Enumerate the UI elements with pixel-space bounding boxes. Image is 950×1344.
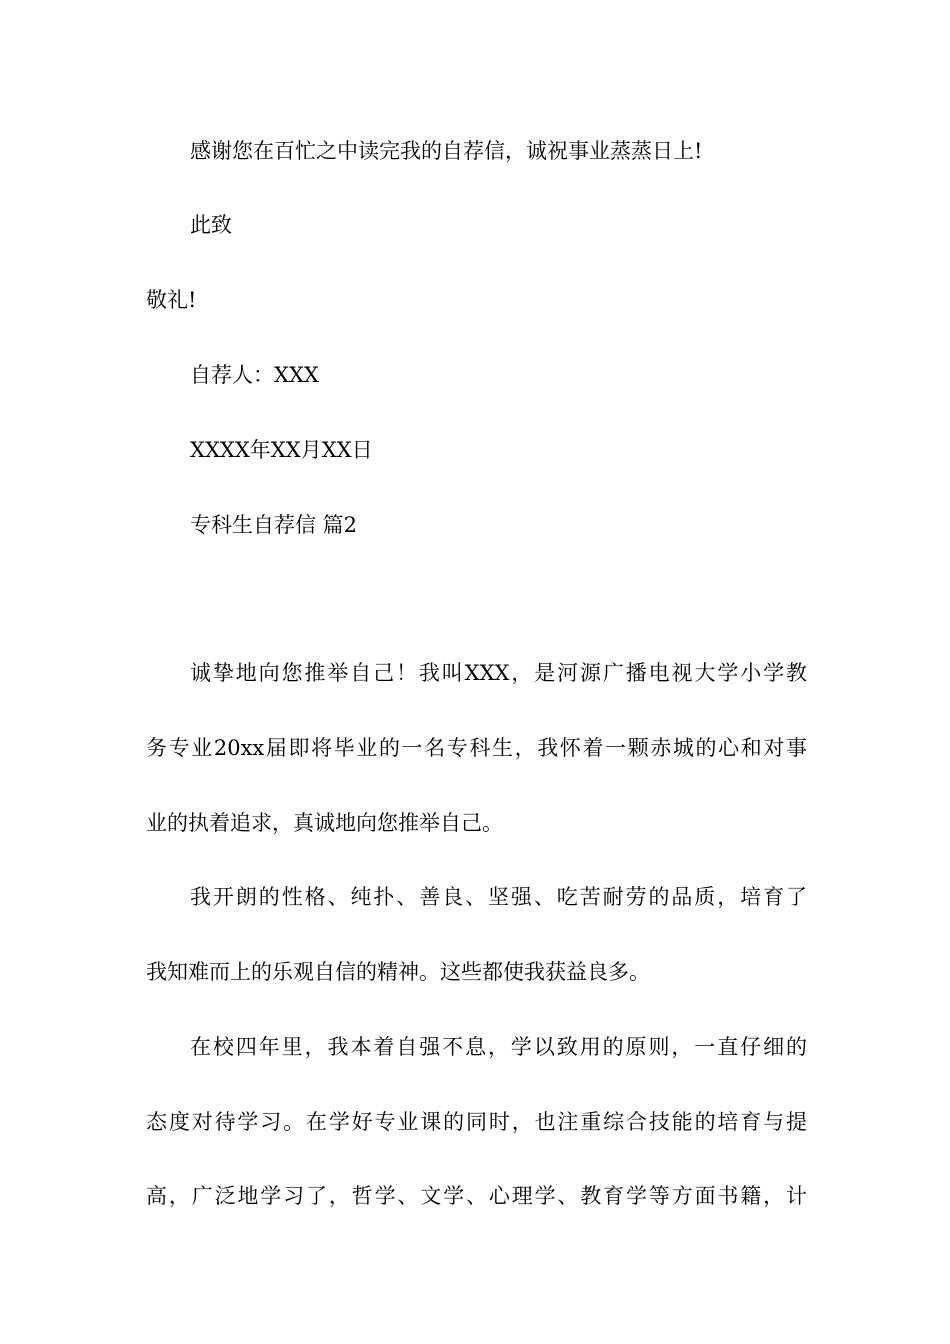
- paragraph-2-line-2: 我知难而上的乐观自信的精神。这些都使我获益良多。: [146, 960, 650, 984]
- paragraph-2-line-1: 我开朗的性格、纯扑、善良、坚强、吃苦耐劳的品质，培育了: [190, 885, 807, 909]
- paragraph-3-line-3: 高，广泛地学习了，哲学、文学、心理学、教育学等方面书籍，计: [146, 1184, 807, 1208]
- date-line: XXXX年XX月XX日: [190, 438, 373, 462]
- section-heading: 专科生自荐信 篇2: [190, 513, 358, 537]
- paragraph-3-line-1: 在校四年里，我本着自强不息，学以致用的原则，一直仔细的: [190, 1035, 807, 1059]
- closing-jing-li: 敬礼!: [146, 288, 197, 312]
- signature-line: 自荐人：XXX: [190, 363, 319, 387]
- paragraph-1-line-3: 业的执着追求，真诚地向您推举自己。: [146, 811, 503, 835]
- closing-ci-zhi: 此致: [190, 213, 232, 237]
- paragraph-3-line-2: 态度对待学习。在学好专业课的同时，也注重综合技能的培育与提: [146, 1110, 807, 1134]
- paragraph-1-line-1: 诚挚地向您推举自己！我叫XXX，是河源广播电视大学小学教: [190, 661, 807, 685]
- thanks-line: 感谢您在百忙之中读完我的自荐信，诚祝事业蒸蒸日上!: [190, 139, 703, 163]
- paragraph-1-line-2: 务专业20xx届即将毕业的一名专科生，我怀着一颗赤城的心和对事: [146, 736, 807, 760]
